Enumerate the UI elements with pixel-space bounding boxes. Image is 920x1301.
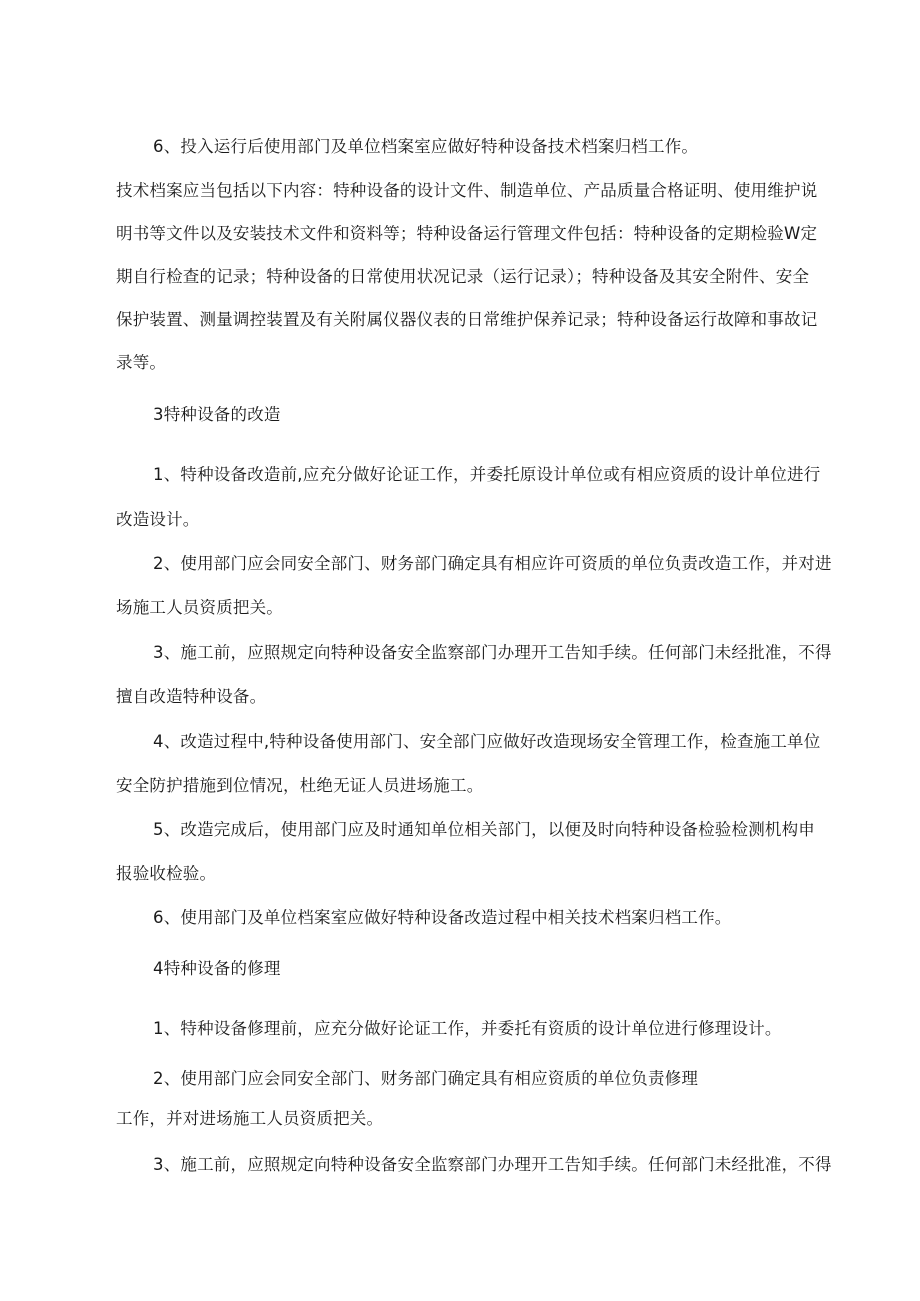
- paragraph-archive-content-line: 明书等文件以及安装技术文件和资料等；特种设备运行管理文件包括：特种设备的定期检验W定: [116, 224, 818, 243]
- paragraph-archive-content-line: 技术档案应当包括以下内容：特种设备的设计文件、制造单位、产品质量合格证明、使用维护说: [116, 181, 818, 200]
- list-item-modification-3-cont: 擅自改造特种设备。: [116, 687, 267, 706]
- list-item-modification-3: 3、施工前，应照规定向特种设备安全监察部门办理开工告知手续。任何部门未经批准，不得: [153, 643, 832, 662]
- list-item-modification-1: 1、特种设备改造前,应充分做好论证工作，并委托原设计单位或有相应资质的设计单位进行: [153, 465, 821, 484]
- section-heading-modification: 3特种设备的改造: [153, 405, 281, 424]
- list-item-modification-6: 6、使用部门及单位档案室应做好特种设备改造过程中相关技术档案归档工作。: [153, 908, 732, 927]
- section-heading-repair: 4特种设备的修理: [153, 959, 281, 978]
- list-item-modification-2-cont: 场施工人员资质把关。: [116, 598, 283, 617]
- paragraph-archive-duty: 6、投入运行后使用部门及单位档案室应做好特种设备技术档案归档工作。: [153, 137, 699, 156]
- list-item-modification-4-cont: 安全防护措施到位情况，杜绝无证人员进场施工。: [116, 776, 484, 795]
- paragraph-archive-content-line: 录等。: [116, 353, 167, 372]
- list-item-modification-4: 4、改造过程中,特种设备使用部门、安全部门应做好改造现场安全管理工作，检查施工单位: [153, 732, 821, 751]
- paragraph-archive-content-line: 保护装置、测量调控装置及有关附属仪器仪表的日常维护保养记录；特种设备运行故障和事故记: [116, 310, 818, 329]
- list-item-repair-1: 1、特种设备修理前，应充分做好论证工作，并委托有资质的设计单位进行修理设计。: [153, 1019, 782, 1038]
- list-item-repair-3: 3、施工前，应照规定向特种设备安全监察部门办理开工告知手续。任何部门未经批准，不得: [153, 1155, 832, 1174]
- list-item-repair-2-cont: 工作，并对进场施工人员资质把关。: [116, 1109, 384, 1128]
- list-item-modification-5-cont: 报验收检验。: [116, 864, 217, 883]
- list-item-repair-2: 2、使用部门应会同安全部门、财务部门确定具有相应资质的单位负责修理: [153, 1069, 699, 1088]
- list-item-modification-2: 2、使用部门应会同安全部门、财务部门确定具有相应许可资质的单位负责改造工作，并对进: [153, 554, 832, 573]
- list-item-modification-5: 5、改造完成后，使用部门应及时通知单位相关部门，以便及时向特种设备检验检测机构申: [153, 820, 815, 839]
- list-item-modification-1-cont: 改造设计。: [116, 510, 200, 529]
- paragraph-archive-content-line: 期自行检查的记录；特种设备的日常使用状况记录（运行记录）；特种设备及其安全附件、安全: [116, 267, 810, 286]
